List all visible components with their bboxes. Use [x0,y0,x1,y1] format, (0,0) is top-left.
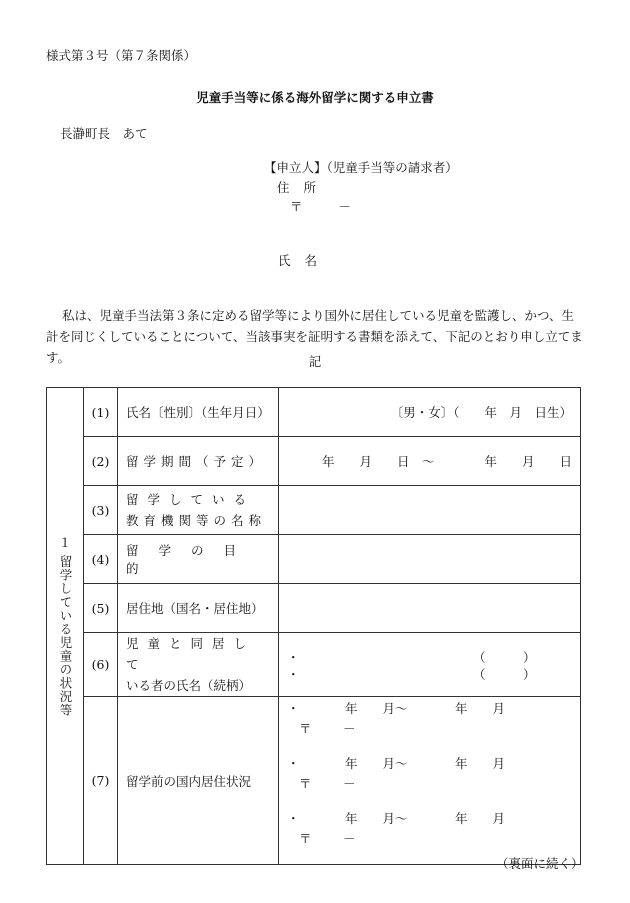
postal-dash: － [338,199,352,214]
bullet: ・ [287,811,300,826]
cohabitant-entry [287,665,572,682]
study-period-field[interactable]: 年 月 日 ～ 年 月 日 [279,437,581,486]
child-status-table [46,387,581,865]
bullet: ・ [287,701,300,716]
row-number: (1) [84,388,118,437]
ki-label: 記 [308,354,322,369]
row-label: 居住地（国名・居住地） [118,584,279,633]
prior-residence-field[interactable] [279,697,581,865]
applicant-heading: 【申立人】（児童手当等の請求者） [264,160,458,175]
row-label: 留学の目的 [118,535,279,584]
row-label [118,633,279,697]
addressee: 長瀞町長 あて [60,126,148,141]
period-to: 年 月 [455,756,506,771]
bullet: ・ [287,756,300,771]
row-label: 氏名〔性別〕（生年月日） [118,388,279,437]
postal-mark: 〒 [299,776,312,791]
row-label [118,486,279,535]
period-from: 年 月～ [345,811,408,826]
row-label: 留学前の国内居住状況 [118,697,279,865]
period-from: 年 月～ [345,701,408,716]
postal-dash: － [343,831,356,846]
row-number: (4) [84,535,118,584]
study-purpose-field[interactable] [279,535,581,584]
relationship-paren: （ ） [473,666,536,682]
row-label-line: 教育機関等の名称 [126,513,267,528]
row-label-line: いる者の氏名（続柄） [126,678,252,693]
row-number: (7) [84,697,118,865]
postal-dash: － [343,776,356,791]
section-title: 留学している児童の状況等 [58,554,73,717]
period-to: 年 月 [455,701,506,716]
form-number: 様式第３号（第７条関係） [46,48,197,63]
cohabitant-field[interactable] [279,633,581,697]
prior-residence-entry [287,754,572,809]
row-label: 留学期間（予定） [118,437,279,486]
bullet: ・ [287,649,300,665]
row-number: (6) [84,633,118,697]
document-title: 児童手当等に係る海外留学に関する申立書 [196,90,434,105]
period-from: 年 月～ [345,756,408,771]
cohabitant-entry [287,648,572,665]
postal-mark: 〒 [299,831,312,846]
row-number: (3) [84,486,118,535]
row-label-line: 児童と同居して [126,636,256,672]
postal-mark: 〒 [299,721,312,736]
name-gender-birthdate-field[interactable]: 〔男・女〕（ 年 月 日生） [279,388,581,437]
bullet: ・ [287,666,300,682]
relationship-paren: （ ） [473,649,536,665]
prior-residence-entry [287,699,572,754]
name-label: 氏名 [278,253,332,268]
address-label: 住所 [277,180,331,195]
row-label-line: 留学している [126,492,256,507]
row-number: (2) [84,437,118,486]
continued-note: （裏面に続く） [496,856,584,871]
period-to: 年 月 [455,811,506,826]
section-cell [47,388,84,865]
postal-mark: 〒 [290,199,303,214]
statement-text: 私は、児童手当法第３条に定める留学等により国外に居住している児童を監護し、かつ、生計を同じくしていることについて、当該事実を証明する書類を添えて、下記のとおり申し立てます。 [46,308,583,365]
row-number: (5) [84,584,118,633]
postal-code-field[interactable] [290,197,351,215]
residence-field[interactable] [279,584,581,633]
postal-dash: － [343,721,356,736]
institution-name-field[interactable] [279,486,581,535]
section-number: １ [58,534,72,550]
